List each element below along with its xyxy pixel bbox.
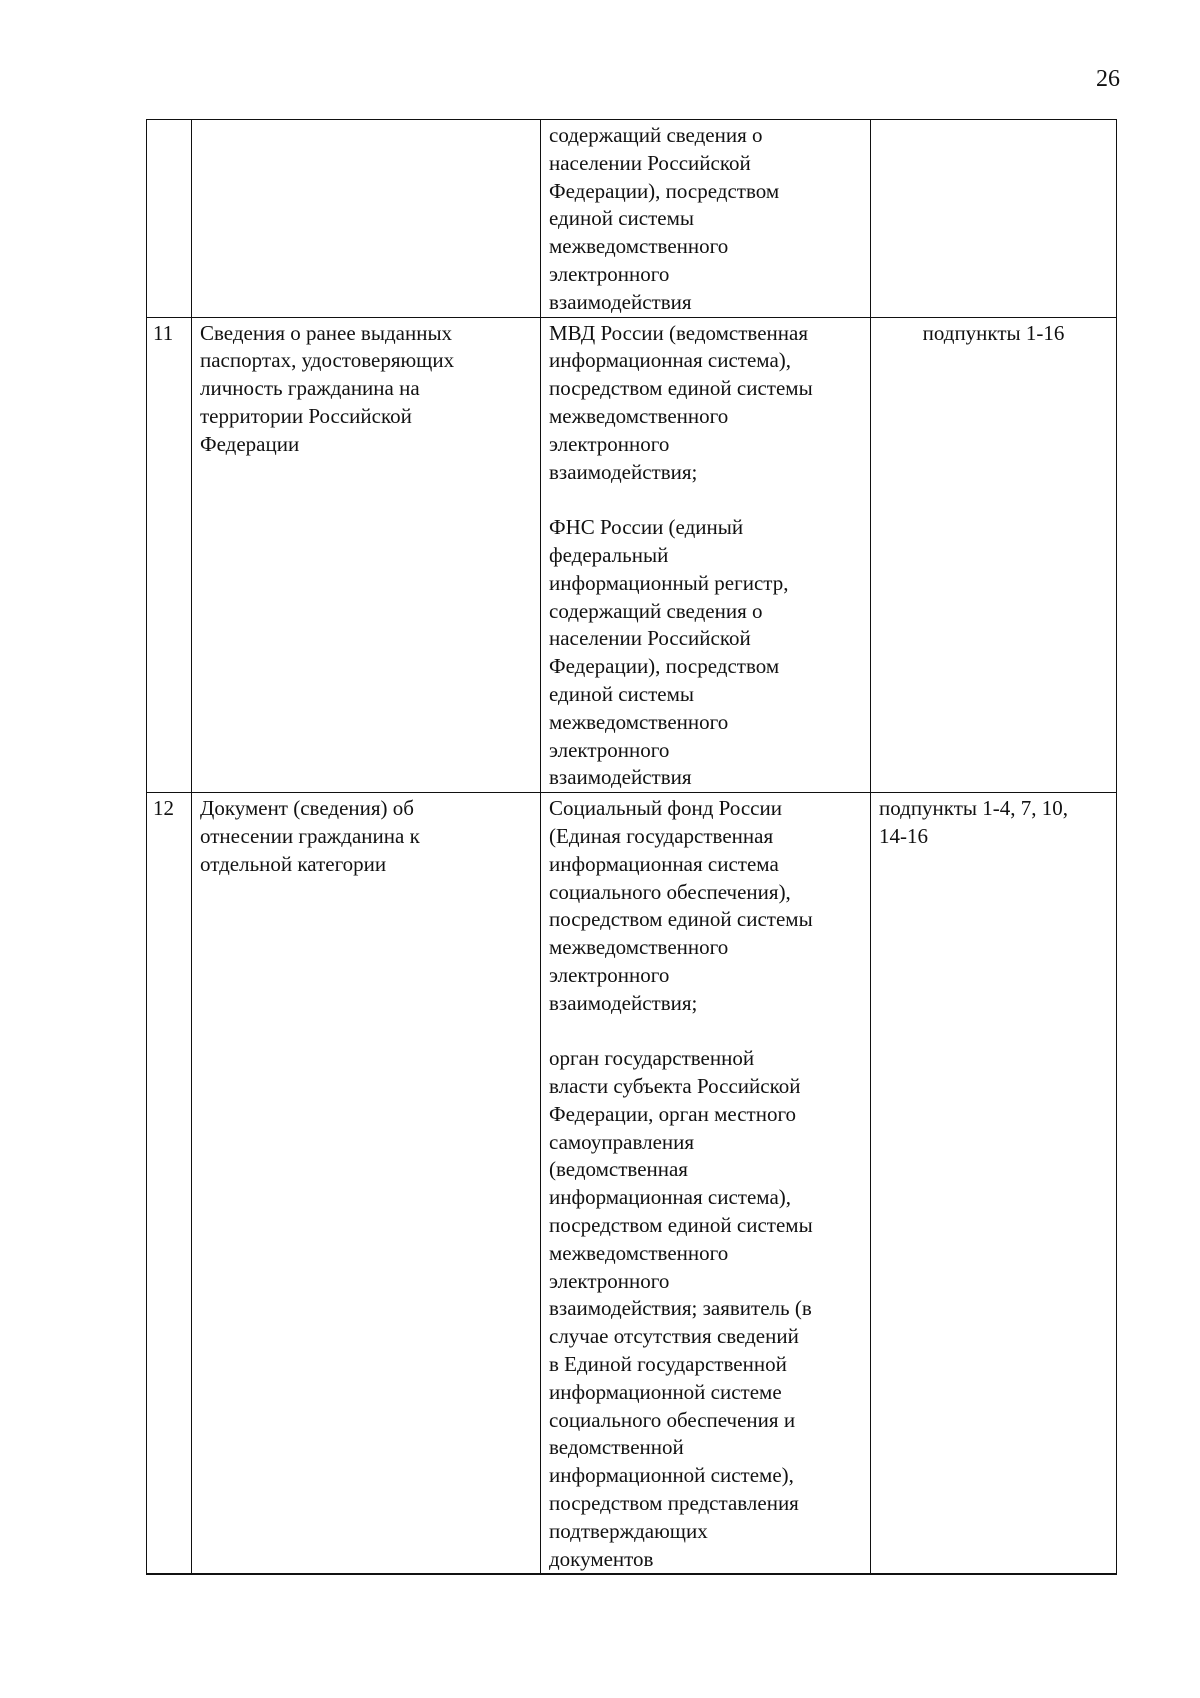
cell-text-line: ФНС России (единый xyxy=(549,515,744,540)
document-name-cell xyxy=(192,793,541,1573)
cell-text-line: информационной системе xyxy=(549,1379,782,1404)
cell-text-line: орган государственной xyxy=(549,1046,755,1071)
row-number-text: 11 xyxy=(153,320,174,345)
source-cell xyxy=(541,793,871,1573)
paragraph-gap xyxy=(549,1018,870,1046)
cell-text-line: межведомственного xyxy=(549,234,729,259)
cell-text-line: самоуправления xyxy=(549,1129,695,1154)
table-row xyxy=(147,792,1116,1573)
cell-text-line: ведомственной xyxy=(549,1435,684,1460)
cell-text-line: подтверждающих xyxy=(549,1518,708,1543)
paragraph-gap xyxy=(549,486,870,514)
cell-text-line: электронного xyxy=(549,1268,670,1293)
cell-text-line: подпункты 1-4, 7, 10, xyxy=(879,796,1068,821)
cell-text-line: содержащий сведения о xyxy=(549,123,763,147)
cell-text-line: Социальный фонд России xyxy=(549,796,782,821)
cell-text-line: межведомственного xyxy=(549,1240,729,1265)
cell-text-line: в Единой государственной xyxy=(549,1352,787,1377)
cell-text-line: взаимодействия; xyxy=(549,459,698,484)
cell-text-line: Федерации, орган местного xyxy=(549,1101,797,1126)
cell-text-line: Федерации), посредством xyxy=(549,654,780,679)
cell-text-line: (ведомственная xyxy=(549,1157,688,1182)
cell-text-line: (Единая государственная xyxy=(549,823,774,848)
cell-text-line: отнесении гражданина к xyxy=(200,823,420,848)
cell-text-line: электронного xyxy=(549,431,670,456)
subitems-cell xyxy=(871,318,1116,793)
cell-text-line: случае отсутствия сведений xyxy=(549,1324,799,1349)
cell-text-line: населении Российской xyxy=(549,150,751,175)
row-number xyxy=(147,120,192,317)
table-row xyxy=(147,119,1116,317)
cell-text-line: документов xyxy=(549,1546,654,1571)
cell-text-line: МВД России (ведомственная xyxy=(549,320,808,345)
cell-text-line: межведомственного xyxy=(549,709,729,734)
cell-text-line: информационная система), xyxy=(549,348,792,373)
cell-text-line: электронного xyxy=(549,261,670,286)
document-name-cell xyxy=(192,120,541,317)
cell-text-line: социального обеспечения и xyxy=(549,1407,796,1432)
page-number: 26 xyxy=(1096,66,1120,92)
cell-text-line: взаимодействия xyxy=(549,289,692,314)
cell-text-line: Федерации xyxy=(200,431,300,456)
cell-text-line: информационная система xyxy=(549,851,779,876)
table-row xyxy=(147,317,1116,793)
cell-text-line: взаимодействия xyxy=(549,765,692,790)
cell-text-line: межведомственного xyxy=(549,935,729,960)
cell-text-line: социального обеспечения), xyxy=(549,879,791,904)
cell-text-line: Документ (сведения) об xyxy=(200,796,414,821)
cell-text-line: электронного xyxy=(549,737,670,762)
document-name-cell xyxy=(192,318,541,793)
cell-text-line: содержащий сведения о xyxy=(549,598,763,623)
cell-text-line: посредством представления xyxy=(549,1491,799,1516)
documents-table xyxy=(146,119,1117,1575)
cell-text-line: посредством единой системы xyxy=(549,1213,813,1238)
cell-text-line: власти субъекта Российской xyxy=(549,1074,801,1099)
cell-text-line: информационной системе), xyxy=(549,1463,794,1488)
subitems-cell xyxy=(871,120,1116,317)
cell-text-line: 14-16 xyxy=(879,823,928,848)
cell-text-line: Сведения о ранее выданных xyxy=(200,320,453,345)
cell-text-line: подпункты 1-16 xyxy=(922,320,1065,345)
cell-text-line: федеральный xyxy=(549,542,669,567)
cell-text-line: посредством единой системы xyxy=(549,907,813,932)
cell-text-line: информационная система), xyxy=(549,1185,792,1210)
cell-text-line: территории Российской xyxy=(200,403,412,428)
cell-text-line: населении Российской xyxy=(549,626,751,651)
cell-text-line: взаимодействия; заявитель (в xyxy=(549,1296,812,1321)
row-number xyxy=(147,318,192,793)
cell-text-line: посредством единой системы xyxy=(549,376,813,401)
cell-text-line: Федерации), посредством xyxy=(549,178,780,203)
cell-text-line: личность гражданина на xyxy=(200,376,420,401)
cell-text-line: взаимодействия; xyxy=(549,990,698,1015)
cell-text-line: отдельной категории xyxy=(200,851,387,876)
cell-text-line: информационный регистр, xyxy=(549,570,789,595)
cell-text-line: межведомственного xyxy=(549,403,729,428)
cell-text-line: паспортах, удостоверяющих xyxy=(200,348,455,373)
source-cell xyxy=(541,120,871,317)
cell-text-line: электронного xyxy=(549,962,670,987)
subitems-cell xyxy=(871,793,1116,1573)
cell-text-line: единой системы xyxy=(549,206,694,231)
source-cell xyxy=(541,318,871,793)
row-number xyxy=(147,793,192,1573)
row-number-text: 12 xyxy=(153,796,174,821)
cell-text-line: единой системы xyxy=(549,681,694,706)
